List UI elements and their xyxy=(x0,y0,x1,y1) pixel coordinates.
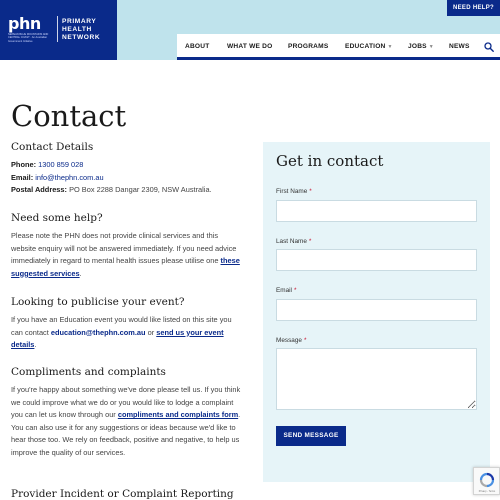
logo-phn-text: phn xyxy=(8,14,41,33)
contact-details-section xyxy=(11,141,243,197)
logo-network-line: PRIMARY xyxy=(62,18,97,25)
required-marker: * xyxy=(303,337,307,344)
phone-label: Phone: xyxy=(11,160,37,169)
email-label: Email: xyxy=(11,172,34,182)
publicise-heading: Looking to publicise your event? xyxy=(11,296,185,308)
nav-item-education[interactable] xyxy=(345,43,393,50)
event-details-link[interactable]: send us your event details xyxy=(11,327,224,350)
compliments-text-2: . You can also use it for any suggestions or ideas because we'd like to hear those too. We rely on feedback, positive and negative, to help us improve the quality of our services. xyxy=(11,410,241,457)
logo-subtext: NEPEAN BLUE MOUNTAINS AND CENTRAL COAST · An Australian Government Initiative xyxy=(8,33,49,43)
provider-heading: Provider Incident or Complaint Reporting xyxy=(11,488,234,500)
nav-item-programs[interactable] xyxy=(288,43,328,50)
email-label xyxy=(276,287,296,294)
nav-item-what-we-do[interactable] xyxy=(227,43,272,50)
nav-item-label: JOBS xyxy=(408,43,427,50)
need-help-paragraph xyxy=(11,230,243,280)
nav-item-label: WHAT WE DO xyxy=(227,43,273,50)
nav-item-label: ABOUT xyxy=(185,43,210,50)
recaptcha-text: Privacy - Terms xyxy=(478,490,496,493)
main-nav xyxy=(177,34,500,60)
field-label-text: Email xyxy=(276,287,292,294)
nav-item-label: EDUCATION xyxy=(345,43,386,50)
suggested-services-link[interactable]: these suggested services xyxy=(11,256,240,278)
message-textarea[interactable] xyxy=(276,348,477,410)
contact-postal-line xyxy=(11,184,243,197)
education-email-link[interactable]: education@thephn.com.au xyxy=(50,327,146,337)
first-name-input[interactable] xyxy=(276,200,477,222)
required-marker: * xyxy=(308,238,312,245)
field-label-text: Last Name xyxy=(276,238,307,245)
nav-item-news[interactable] xyxy=(449,43,470,50)
logo-network-line: HEALTH xyxy=(62,26,92,33)
compliments-paragraph xyxy=(11,384,243,460)
recaptcha-badge[interactable] xyxy=(473,467,500,495)
nav-item-label: NEWS xyxy=(449,43,470,50)
recaptcha-icon xyxy=(479,472,495,488)
need-help-text: Please note the PHN does not provide clinical services and this website enquiry will not be answered immediately. If you need advice immediately in regard to mental health issues please utilise one xyxy=(11,231,237,266)
postal-address: PO Box 2288 Dangar 2309, NSW Australia. xyxy=(69,185,212,195)
publicise-tail: . xyxy=(34,340,37,350)
email-link[interactable]: info@thephn.com.au xyxy=(35,172,104,182)
nav-item-jobs[interactable] xyxy=(408,43,434,50)
complaints-form-link[interactable]: compliments and complaints form xyxy=(117,410,239,420)
site-logo[interactable] xyxy=(0,0,117,60)
need-help-section xyxy=(11,212,243,280)
logo-divider xyxy=(57,16,58,42)
last-name-input[interactable] xyxy=(276,249,477,271)
required-marker: * xyxy=(293,287,297,294)
postal-label: Postal Address: xyxy=(11,185,67,195)
logo-network-line: NETWORK xyxy=(62,34,101,41)
site-header xyxy=(0,0,500,60)
message-label xyxy=(276,337,306,344)
field-label-text: First Name xyxy=(276,188,308,195)
publicise-paragraph xyxy=(11,314,243,352)
publicise-text: If you have an Education event you would like listed on this site you can contact xyxy=(11,315,232,337)
nav-item-label: PROGRAMS xyxy=(288,43,329,50)
chevron-down-icon: ▼ xyxy=(387,44,393,50)
send-message-button[interactable]: SEND MESSAGE xyxy=(276,426,346,446)
compliments-heading: Compliments and complaints xyxy=(11,366,166,378)
first-name-label xyxy=(276,188,312,195)
contact-email-line xyxy=(11,172,243,185)
form-title: Get in contact xyxy=(276,152,384,170)
page-title: Contact xyxy=(11,99,127,133)
required-marker: * xyxy=(309,188,312,195)
publicise-or: or xyxy=(147,327,155,337)
contact-details-heading: Contact Details xyxy=(11,141,94,153)
email-input[interactable] xyxy=(276,299,477,321)
compliments-section xyxy=(11,366,243,460)
logo-network-text xyxy=(62,18,100,42)
provider-section xyxy=(11,488,243,500)
nav-item-about[interactable] xyxy=(185,43,209,50)
field-label-text: Message xyxy=(276,337,302,344)
contact-phone-line xyxy=(11,159,243,172)
chevron-down-icon: ▼ xyxy=(428,44,434,50)
last-name-label xyxy=(276,238,311,245)
search-icon[interactable] xyxy=(484,42,494,52)
contact-form-panel xyxy=(263,142,490,482)
phone-link[interactable]: 1300 859 028 xyxy=(38,160,84,169)
need-help-button[interactable]: NEED HELP? xyxy=(447,0,500,16)
compliments-text: If you're happy about something we've done please tell us. If you think we could improve what we do or you would like to lodge a complaint you can let us know through our xyxy=(11,385,241,420)
need-help-heading: Need some help? xyxy=(11,212,103,224)
need-help-tail: . xyxy=(79,268,82,278)
publicise-section xyxy=(11,296,243,352)
